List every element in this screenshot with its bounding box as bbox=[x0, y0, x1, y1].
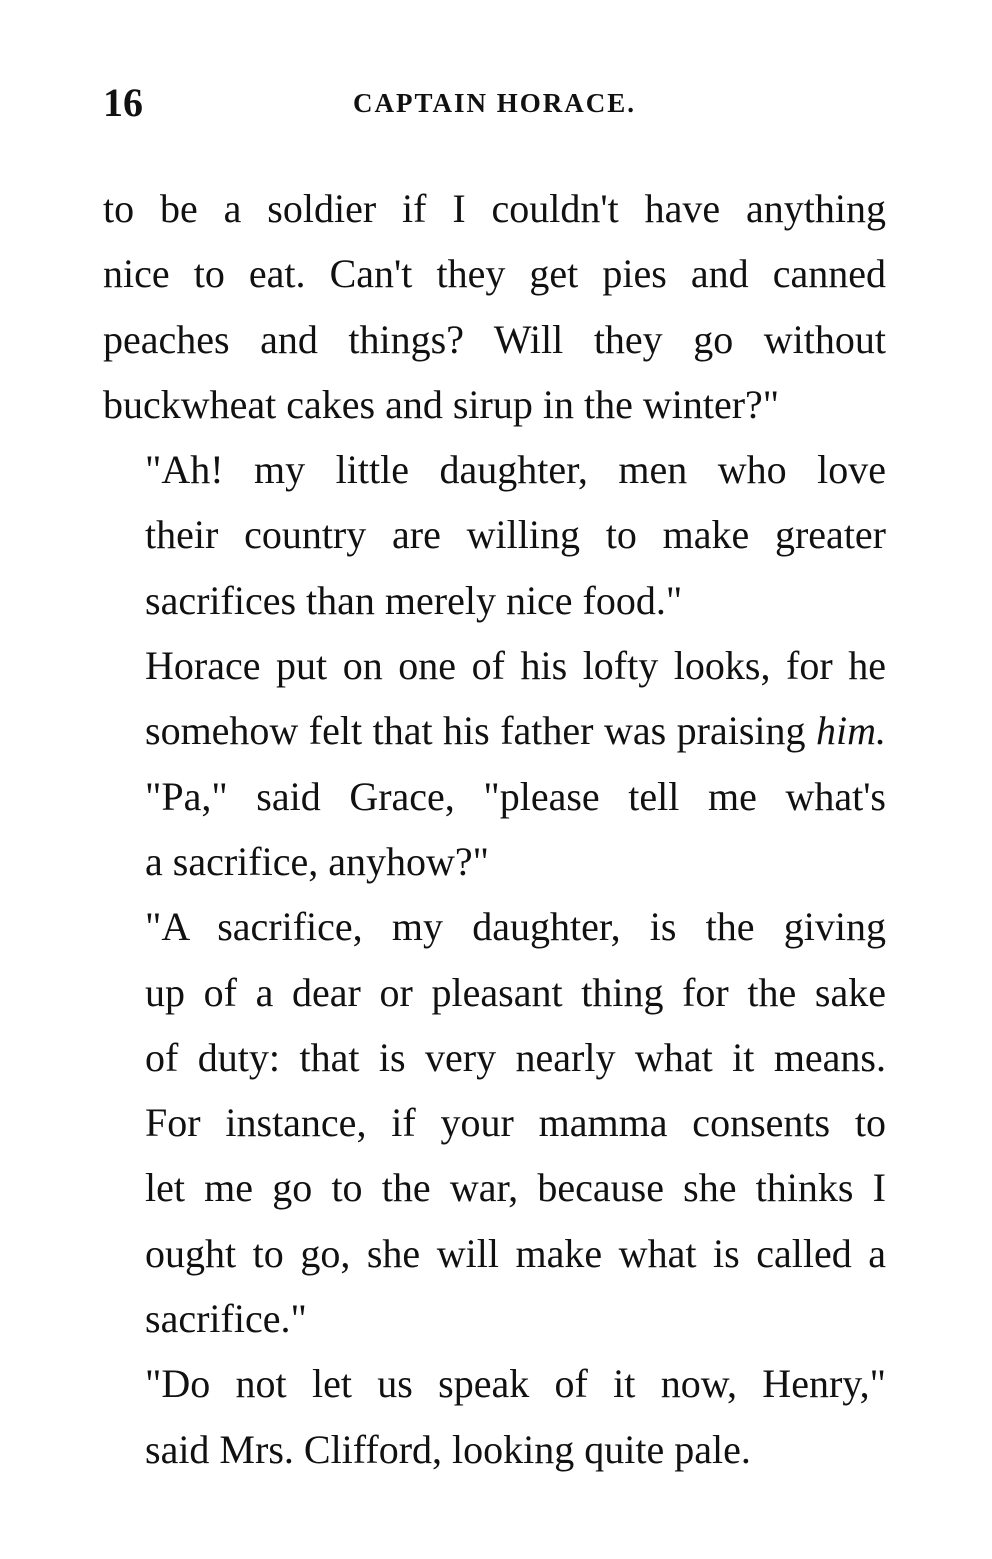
paragraph-2 bbox=[103, 437, 886, 633]
text-line: Horace put on one of his lofty looks, for he bbox=[145, 643, 886, 689]
paragraph-5 bbox=[103, 894, 886, 1351]
paragraph-3 bbox=[103, 633, 886, 764]
text-line: their country are willing to make greater bbox=[145, 512, 886, 558]
text-line: buckwheat cakes and sirup in the winter?" bbox=[103, 381, 780, 427]
paragraph-1 bbox=[103, 176, 886, 437]
text-line: sacrifice." bbox=[145, 1296, 307, 1342]
paragraph-4 bbox=[103, 764, 886, 895]
text-line: sacrifices than merely nice food." bbox=[145, 577, 683, 623]
text-line: to be a soldier if I couldn't have anything bbox=[103, 186, 886, 231]
body-text bbox=[103, 176, 886, 1482]
text-line: "A sacrifice, my daughter, is the giving bbox=[145, 904, 886, 950]
running-head: CAPTAIN HORACE. bbox=[352, 88, 636, 118]
text-line: up of a dear or pleasant thing for the sake bbox=[145, 969, 886, 1015]
text-line: ought to go, she will make what is called a bbox=[145, 1230, 886, 1276]
text-line: said Mrs. Clifford, looking quite pale. bbox=[145, 1426, 751, 1472]
text-line: "Ah! my little daughter, men who love bbox=[145, 447, 886, 493]
text-line: For instance, if your mamma consents to bbox=[145, 1100, 886, 1146]
text-line: let me go to the war, because she thinks I bbox=[145, 1165, 886, 1211]
page-number: 16 bbox=[103, 80, 143, 125]
text-line: nice to eat. Can't they get pies and canned bbox=[103, 251, 886, 297]
text-line: "Pa," said Grace, "please tell me what's bbox=[145, 773, 886, 819]
text-fragment: somehow felt that his father was praising bbox=[145, 708, 806, 754]
text-line-with-italic bbox=[103, 698, 886, 763]
text-line: of duty: that is very nearly what it means. bbox=[145, 1034, 886, 1080]
text-line: peaches and things? Will they go without bbox=[103, 316, 886, 362]
text-line: "Do not let us speak of it now, Henry," bbox=[145, 1361, 886, 1407]
text-line: a sacrifice, anyhow?" bbox=[145, 838, 489, 884]
italic-word: him. bbox=[816, 708, 886, 754]
paragraph-6 bbox=[103, 1351, 886, 1482]
page-header bbox=[103, 78, 886, 128]
